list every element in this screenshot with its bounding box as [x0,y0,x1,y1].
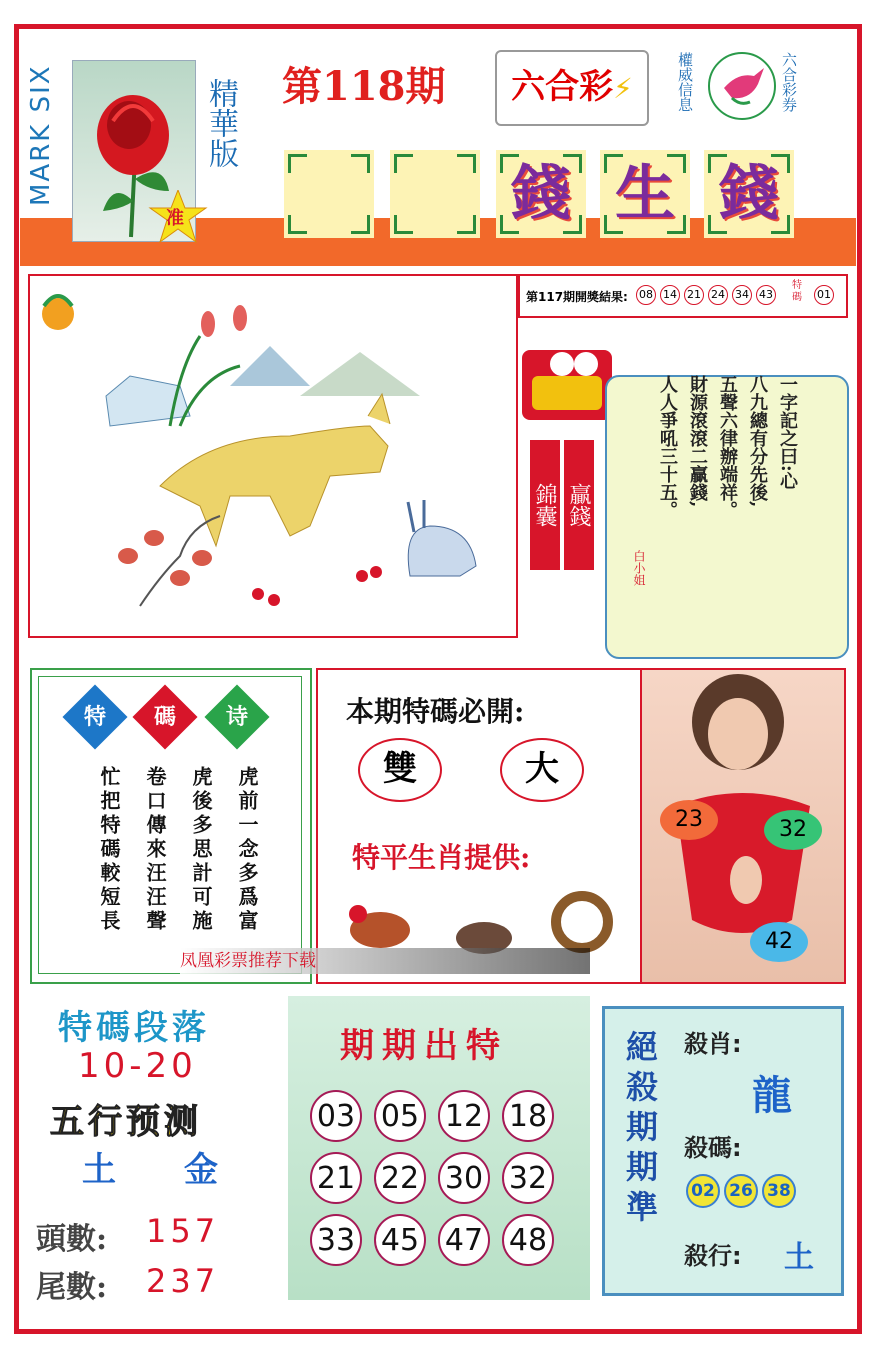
kill-vertical-title: 絕殺期期準 [621,1030,659,1230]
logo-text: 六合彩 [511,67,614,107]
header-slot [390,150,480,238]
header-slot [600,150,690,238]
scroll-line: 一字記之曰:心 [777,375,798,490]
qiqi-number: 03 [310,1090,362,1142]
tail-label: 尾數: [36,1270,108,1305]
scroll-line: 財源滾滾二贏錢, [687,375,708,508]
kill-number: 38 [762,1174,796,1208]
poem-title-char: 诗 [225,704,248,730]
result-number: 14 [660,285,680,305]
poem-column: 忙把特碼較短長 [97,766,121,934]
lottery-ball-icon [522,350,612,420]
slot-corner [351,215,370,234]
segment-title: 特碼段落 [58,1008,210,1048]
slot-corner [351,154,370,173]
qiqi-number: 45 [374,1214,426,1266]
pick-big: 大 [500,738,584,802]
qiqi-number: 48 [502,1214,554,1266]
zodiac-title: 特平生肖提供: [352,841,531,874]
element-1: 土 [82,1150,116,1190]
scroll-line: 八九總有分先後, [747,375,768,508]
qiqi-number: 30 [438,1152,490,1204]
qiqi-number: 22 [374,1152,426,1204]
tail-value: 237 [146,1262,220,1300]
qiqi-number: 18 [502,1090,554,1142]
qiqi-number: 21 [310,1152,362,1204]
rooster-icon [340,896,420,950]
poem-column: 虎前一念多爲富 [235,766,259,934]
scroll-line: 五聲六律辦端祥。 [717,375,738,519]
slot-char: 錢 [511,159,571,229]
poem-title-diamond [132,684,197,749]
kill-zodiac-label: 殺肖: [684,1030,742,1058]
wuxing-title: 五行预测 [50,1102,202,1142]
pick-even: 雙 [358,738,442,802]
slot-char: 生 [615,159,675,229]
slot-corner [288,215,307,234]
slot-corner [563,154,582,173]
slot-corner [563,215,582,234]
poem-title-diamond [62,684,127,749]
result-number: 34 [732,285,752,305]
head-label: 頭數: [36,1222,108,1257]
scroll-line: 人人爭吼三十五。 [657,375,678,519]
qiqi-number: 33 [310,1214,362,1266]
star-badge [148,190,208,246]
slot-corner [457,215,476,234]
slot-corner [667,215,686,234]
slot-corner [394,154,413,173]
slot-corner [604,154,623,173]
qiqi-number: 47 [438,1214,490,1266]
girl-number-2: 32 [764,810,822,850]
result-number: 08 [636,285,656,305]
edition-label: 精華版 [203,78,238,168]
badge-text: 准 [166,208,184,229]
slot-corner [771,215,790,234]
result-number: 24 [708,285,728,305]
label-jinnang: 錦囊 [530,440,560,570]
girl-number-1: 23 [660,800,718,840]
scroll-author: 白小姐 [632,550,646,586]
authority-label: 權威信息 [676,52,694,112]
special-number: 01 [814,285,834,305]
head-value: 157 [146,1212,220,1250]
result-number: 21 [684,285,704,305]
kill-number: 02 [686,1174,720,1208]
dove-icon [708,52,776,120]
kill-element-label: 殺行: [684,1242,742,1270]
girl-number-3: 42 [750,922,808,962]
poem-title-diamond [204,684,269,749]
kill-zodiac: 龍 [752,1072,792,1119]
element-2: 金 [184,1150,218,1190]
poem-column: 卷口傳來汪汪聲 [143,766,167,934]
qiqi-number: 32 [502,1152,554,1204]
issue-number: 第118期 [282,63,446,110]
header-slot [496,150,586,238]
result-label: 第117期開獎結果: [526,290,628,304]
special-open-title: 本期特碼必開: [346,695,525,728]
slot-corner [604,215,623,234]
qiqi-number: 12 [438,1090,490,1142]
watermark-text: 凤凰彩票推荐下载 [180,951,316,971]
kill-number: 26 [724,1174,758,1208]
kill-number-label: 殺碼: [684,1134,742,1162]
slot-char: 錢 [719,159,779,229]
ticket-label: 六合彩券 [780,52,798,112]
header-slot [704,150,794,238]
slot-corner [708,215,727,234]
slot-corner [667,154,686,173]
slot-corner [288,154,307,173]
slot-corner [500,154,519,173]
slot-corner [394,215,413,234]
slot-corner [457,154,476,173]
slot-corner [771,154,790,173]
special-label: 特碼 [792,280,802,303]
mark-six-logo: 六合彩⚡ [495,50,649,126]
previous-result-bar [518,274,848,318]
watermark-banner [180,948,590,974]
kill-element: 土 [784,1240,814,1275]
marksix-label: MARK SIX [26,64,56,206]
qiqi-number: 05 [374,1090,426,1142]
poem-title-char: 碼 [153,704,176,730]
poem-columns [82,766,262,966]
slot-corner [500,215,519,234]
qiqi-title: 期期出特 [340,1026,508,1066]
illustration-panel [28,274,518,638]
result-number: 43 [756,285,776,305]
label-win-money: 贏錢 [564,440,594,570]
poem-title-char: 特 [83,704,106,730]
scroll-text [640,375,800,575]
segment-range: 10-20 [78,1046,197,1086]
poem-column: 虎後多思計可施 [189,766,213,934]
slot-corner [708,154,727,173]
header-slot [284,150,374,238]
